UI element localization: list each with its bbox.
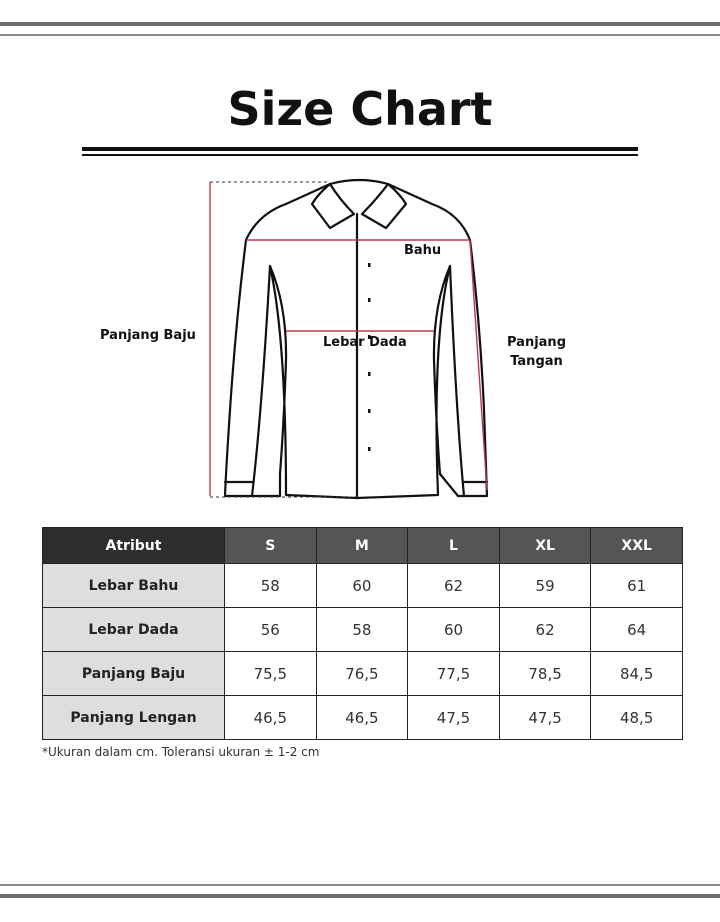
header-size: XXL <box>591 528 683 564</box>
label-panjang-tangan-line1: Panjang <box>507 335 566 350</box>
button <box>368 409 371 413</box>
table-cell: 60 <box>408 608 500 652</box>
button <box>368 298 371 302</box>
table-cell: 62 <box>499 608 591 652</box>
table-cell: 62 <box>408 564 500 608</box>
table-row <box>43 696 683 740</box>
table-cell: 56 <box>225 608 317 652</box>
table-cell: 75,5 <box>225 652 317 696</box>
right-sleeve-inner <box>450 266 464 496</box>
size-table <box>42 527 683 740</box>
bottom-border-thin <box>0 884 720 886</box>
label-panjang-tangan <box>507 333 566 371</box>
label-panjang-baju: Panjang Baju <box>100 328 196 343</box>
bottom-border-thick <box>0 894 720 898</box>
table-cell: 46,5 <box>225 696 317 740</box>
table-row <box>43 564 683 608</box>
top-border-thick <box>0 22 720 26</box>
header-attribute: Atribut <box>43 528 225 564</box>
table-cell: 58 <box>225 564 317 608</box>
page-title: Size Chart <box>227 82 493 136</box>
table-cell: 61 <box>591 564 683 608</box>
table-cell: 77,5 <box>408 652 500 696</box>
table-cell: 59 <box>499 564 591 608</box>
row-label: Lebar Dada <box>43 608 225 652</box>
table-cell: 84,5 <box>591 652 683 696</box>
table-cell: 48,5 <box>591 696 683 740</box>
label-panjang-tangan-line2: Tangan <box>510 354 563 369</box>
measure-line-panjang-tangan <box>470 240 487 490</box>
header-size: L <box>408 528 500 564</box>
buttons <box>368 263 371 451</box>
collar-left <box>312 184 354 228</box>
button <box>368 263 371 267</box>
left-sleeve-inner <box>252 266 270 496</box>
header-size: S <box>225 528 317 564</box>
table-cell: 47,5 <box>499 696 591 740</box>
table-cell: 76,5 <box>316 652 408 696</box>
label-lebar-dada: Lebar Dada <box>323 335 407 350</box>
collar-right <box>362 184 406 228</box>
title-underline-thick <box>82 147 638 151</box>
table-cell: 78,5 <box>499 652 591 696</box>
header-size: M <box>316 528 408 564</box>
table-cell: 60 <box>316 564 408 608</box>
collar-band <box>330 180 388 184</box>
footnote: *Ukuran dalam cm. Toleransi ukuran ± 1-2 cm <box>42 745 320 759</box>
row-label: Panjang Lengan <box>43 696 225 740</box>
button <box>368 372 371 376</box>
button <box>368 447 371 451</box>
table-row <box>43 608 683 652</box>
table-cell: 64 <box>591 608 683 652</box>
table-cell: 47,5 <box>408 696 500 740</box>
table-cell: 58 <box>316 608 408 652</box>
label-bahu: Bahu <box>404 243 442 258</box>
title-underline-thin <box>82 154 638 156</box>
table-cell: 46,5 <box>316 696 408 740</box>
row-label: Lebar Bahu <box>43 564 225 608</box>
row-label: Panjang Baju <box>43 652 225 696</box>
table-header-row <box>43 528 683 564</box>
table-row <box>43 652 683 696</box>
top-border-thin <box>0 34 720 36</box>
header-size: XL <box>499 528 591 564</box>
